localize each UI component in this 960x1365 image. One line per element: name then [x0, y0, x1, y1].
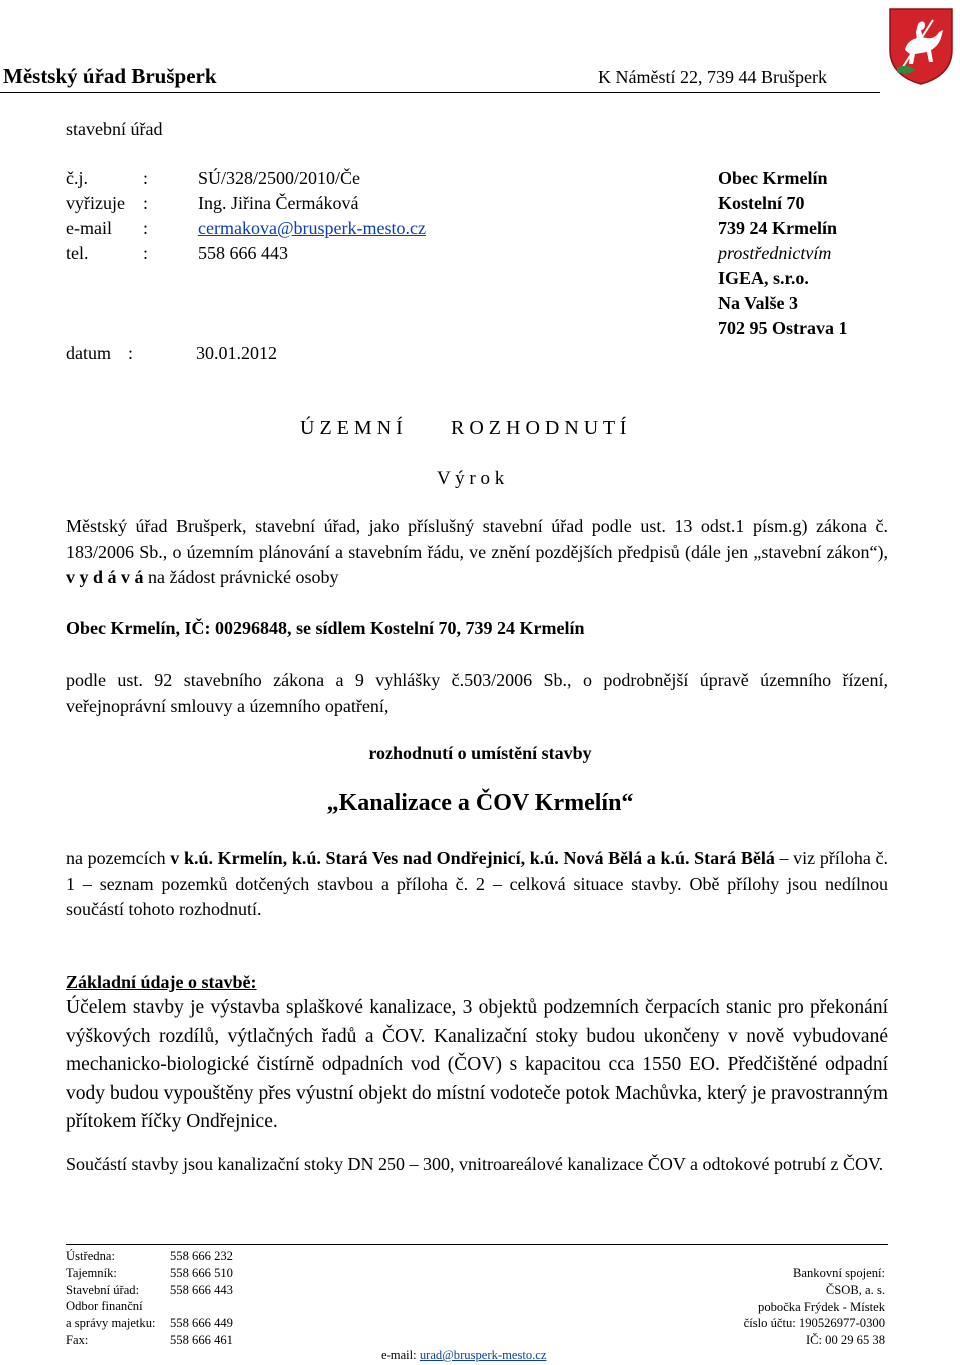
title-part-1: Ú Z E M N Í — [300, 417, 403, 439]
footer-value: 558 666 461 — [170, 1332, 233, 1347]
parcels-intro: na pozemcích — [66, 848, 171, 868]
footer-value: 558 666 449 — [170, 1316, 233, 1331]
cj-sep: : — [143, 168, 149, 188]
email-link[interactable]: cermakova@brusperk-mesto.cz — [198, 218, 426, 238]
email-sep: : — [143, 218, 149, 238]
datum-label: datum — [66, 343, 111, 363]
header-rule — [0, 92, 880, 93]
recipient-city: 739 24 Krmelín — [718, 218, 837, 238]
datum-sep: : — [128, 343, 134, 363]
cj-label: č.j. — [66, 168, 88, 188]
footer-row — [66, 1282, 233, 1299]
cj-value: SÚ/328/2500/2010/Če — [198, 168, 361, 188]
footer-rule — [66, 1244, 888, 1245]
footer-email-link[interactable]: urad@brusperk-mesto.cz — [419, 1348, 547, 1362]
paragraph-intro — [66, 514, 888, 591]
footer-row — [66, 1248, 233, 1265]
bank-line: IČ: 00 29 65 38 — [805, 1333, 885, 1348]
recipient-street: Kostelní 70 — [718, 193, 805, 213]
footer-label: Fax: — [66, 1332, 89, 1347]
footer-row — [66, 1265, 233, 1282]
office-address: K Náměstí 22, 739 44 Brušperk — [598, 67, 827, 87]
verdict-heading: V ý r o k — [437, 468, 505, 489]
tel-value: 558 666 443 — [198, 243, 288, 263]
department: stavební úřad — [66, 119, 163, 139]
footer-label: a správy majetku: — [66, 1316, 156, 1331]
footer-email-label: e-mail: — [381, 1348, 417, 1362]
footer-value: 558 666 443 — [170, 1282, 233, 1297]
paragraph-components: Součástí stavby jsou kanalizační stoky DN 250 – 300, vnitroareálové kanalizace ČOV a odtokové potrubí z ČOV. — [66, 1154, 884, 1174]
paragraph-intro-text: Městský úřad Brušperk, stavební úřad, jako příslušný stavební úřad podle ust. 13 odst.1 písm.g) zákona č. 183/2006 Sb., o územním plánování a stavebním řádu, ve znění pozdějších předpisů (dále jen „stavební zákon“), — [66, 516, 888, 562]
footer-value: 558 666 510 — [170, 1265, 233, 1280]
footer-row — [66, 1315, 233, 1332]
footer-bank — [744, 1265, 885, 1349]
basics-heading: Základní údaje o stavbě: — [66, 972, 257, 992]
bank-line: Bankovní spojení: — [793, 1266, 885, 1280]
vyrizuje-sep: : — [143, 193, 149, 213]
paragraph-purpose: Účelem stavby je výstavba splaškové kanalizace, 3 objektů podzemních čerpacích stanic pro překonání výškových rozdílů, výtlačných řadů a ČOV. Kanalizační stoky budou ukončeny v nově vybudované mechanicko-biologické čistírně odpadních vod (ČOV) s kapacitou cca 1550 EO. Předčištěné odpadní vody budou vypouštěny přes výustní objekt do místní vodoteče potok Machůvka, který je pravostranným přítokem říčky Ondřejnice. — [66, 997, 888, 1132]
vyrizuje-label: vyřizuje — [66, 193, 125, 213]
project-title: „Kanalizace a ČOV Krmelín“ — [326, 790, 634, 816]
footer-label: Odbor finanční — [66, 1299, 143, 1314]
paragraph-intro-tail: na žádost právnické osoby — [143, 567, 339, 587]
footer-label: Tajemník: — [66, 1265, 117, 1280]
parcels-tail: – viz příloha č. 1 – seznam pozemků dotčených stavbou a příloha č. 2 – celková situace stavby. Obě přílohy jsou nedílnou součástí tohoto rozhodnutí. — [66, 848, 888, 919]
datum-value: 30.01.2012 — [196, 343, 277, 363]
footer-label: Ústředna: — [66, 1249, 115, 1263]
footer-email — [381, 1348, 546, 1363]
footer-value: 558 666 232 — [170, 1249, 233, 1263]
agent-street: Na Valše 3 — [718, 293, 799, 313]
bank-line: pobočka Frýdek - Místek — [758, 1299, 885, 1314]
recipient-via: prostřednictvím — [718, 243, 832, 263]
applicant: Obec Krmelín, IČ: 00296848, se sídlem Kostelní 70, 739 24 Krmelín — [66, 618, 585, 638]
bank-line: ČSOB, a. s. — [825, 1282, 885, 1297]
title-part-2: R O Z H O D N U T Í — [451, 417, 627, 439]
agent-name: IGEA, s.r.o. — [718, 268, 809, 288]
cadastral-areas: v k.ú. Krmelín, k.ú. Stará Ves nad Ondřejnicí, k.ú. Nová Bělá a k.ú. Stará Bělá — [170, 848, 775, 868]
email-label: e-mail — [66, 218, 112, 238]
tel-sep: : — [143, 243, 149, 263]
tel-label: tel. — [66, 243, 89, 263]
footer-contacts — [66, 1248, 233, 1349]
town-coat-of-arms-icon — [887, 6, 955, 86]
recipient-name: Obec Krmelín — [718, 168, 828, 188]
agent-city: 702 95 Ostrava 1 — [718, 318, 848, 338]
vyrizuje-value: Ing. Jiřina Čermáková — [198, 193, 359, 213]
decision-heading: rozhodnutí o umístění stavby — [368, 743, 592, 763]
footer-row — [66, 1332, 233, 1349]
bank-line: číslo účtu: 190526977-0300 — [743, 1316, 885, 1331]
paragraph-legal-basis: podle ust. 92 stavebního zákona a 9 vyhlášky č.503/2006 Sb., o podrobnější úpravě územního řízení, veřejnoprávní smlouvy a územního opatření, — [66, 670, 888, 716]
footer-row — [66, 1298, 233, 1315]
footer-label: Stavební úřad: — [66, 1282, 140, 1297]
paragraph-parcels — [66, 846, 888, 923]
issues-keyword: v y d á v á — [66, 567, 144, 587]
office-name: Městský úřad Brušperk — [3, 64, 217, 88]
